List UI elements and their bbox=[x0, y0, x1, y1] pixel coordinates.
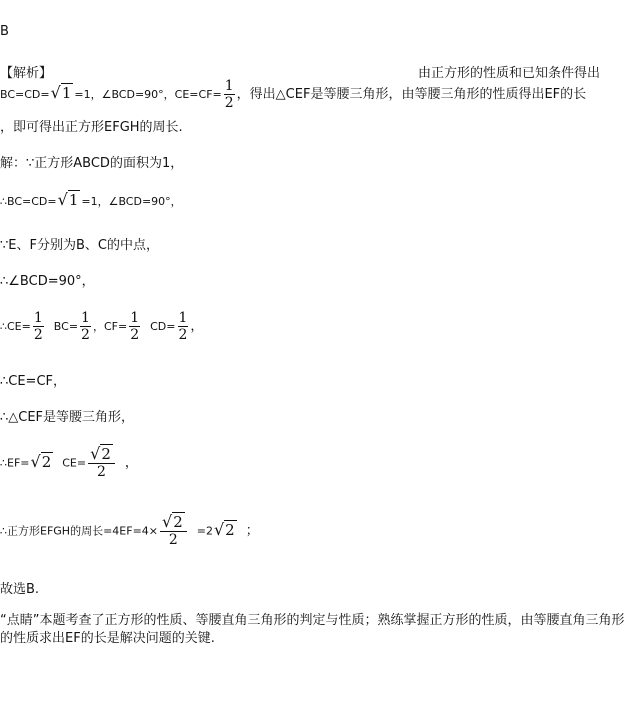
step-text: ∴BC=CD= bbox=[0, 195, 57, 208]
step-text: BC= bbox=[53, 320, 79, 333]
fraction: $\frac{1}{2}$ bbox=[33, 310, 43, 343]
step-text: =1，∠BCD=90°， bbox=[81, 195, 182, 208]
step-4 bbox=[0, 310, 203, 343]
solution-intro: 解：∵正方形ABCD的面积为1， bbox=[0, 156, 184, 171]
step-text: ∴CE= bbox=[0, 320, 31, 333]
step-text: ， bbox=[124, 455, 138, 471]
step-text: ； bbox=[245, 523, 259, 539]
step-6: ∴△CEF是等腰三角形， bbox=[0, 410, 135, 425]
step-3: ∴∠BCD=90°， bbox=[0, 274, 95, 289]
fraction: $\frac{1}{2}$ bbox=[81, 310, 90, 343]
sqrt-expression: √2 bbox=[30, 451, 52, 471]
step-7 bbox=[0, 446, 138, 480]
step-text: ∴正方形EFGH的周长=4EF=4× bbox=[0, 524, 158, 538]
step-text: =2 bbox=[196, 524, 213, 538]
step-text: CD= bbox=[150, 320, 176, 333]
step-1 bbox=[0, 190, 182, 209]
fraction: $\frac{1}{2}$ bbox=[224, 78, 234, 111]
analysis-intro-text: 由正方形的性质和已知条件得出 bbox=[418, 66, 601, 81]
fraction: $\frac{√2}{2}$ bbox=[160, 514, 187, 548]
analysis-text: BC=CD= bbox=[0, 88, 50, 101]
step-2: ∵E、F分别为B、C的中点， bbox=[0, 238, 159, 253]
analysis-text: ，得出△CEF是等腰三角形，由等腰三角形的性质得出EF的长 bbox=[236, 87, 587, 102]
fraction: $\frac{√2}{2}$ bbox=[88, 446, 115, 480]
sqrt-expression: √2 bbox=[213, 519, 235, 539]
step-text: CE= bbox=[62, 456, 87, 470]
step-text: ， bbox=[190, 319, 204, 334]
analysis-line-2 bbox=[0, 78, 586, 111]
step-text: ，CF= bbox=[92, 320, 128, 333]
sqrt-expression: √1 bbox=[57, 190, 79, 209]
fraction: $\frac{1}{2}$ bbox=[178, 310, 188, 343]
analysis-text: =1，∠BCD=90°，CE=CF= bbox=[74, 88, 222, 101]
analysis-tag: 【解析】 bbox=[0, 66, 53, 81]
step-5: ∴CE=CF， bbox=[0, 374, 67, 389]
sqrt-expression: √1 bbox=[50, 83, 72, 102]
conclusion: 故选B. bbox=[0, 582, 40, 597]
analysis-line-3: ，即可得出正方形EFGH的周长. bbox=[0, 120, 183, 135]
comment-paragraph: “点睛”本题考查了正方形的性质、等腰直角三角形的判定与性质；熟练掌握正方形的性质，由等腰直角三角形的性质求出EF的长是解决问题的关键. bbox=[0, 613, 625, 646]
answer-letter: B bbox=[0, 24, 9, 39]
step-8 bbox=[0, 514, 259, 548]
step-text: ∴EF= bbox=[0, 456, 30, 470]
fraction: $\frac{1}{2}$ bbox=[130, 310, 140, 343]
